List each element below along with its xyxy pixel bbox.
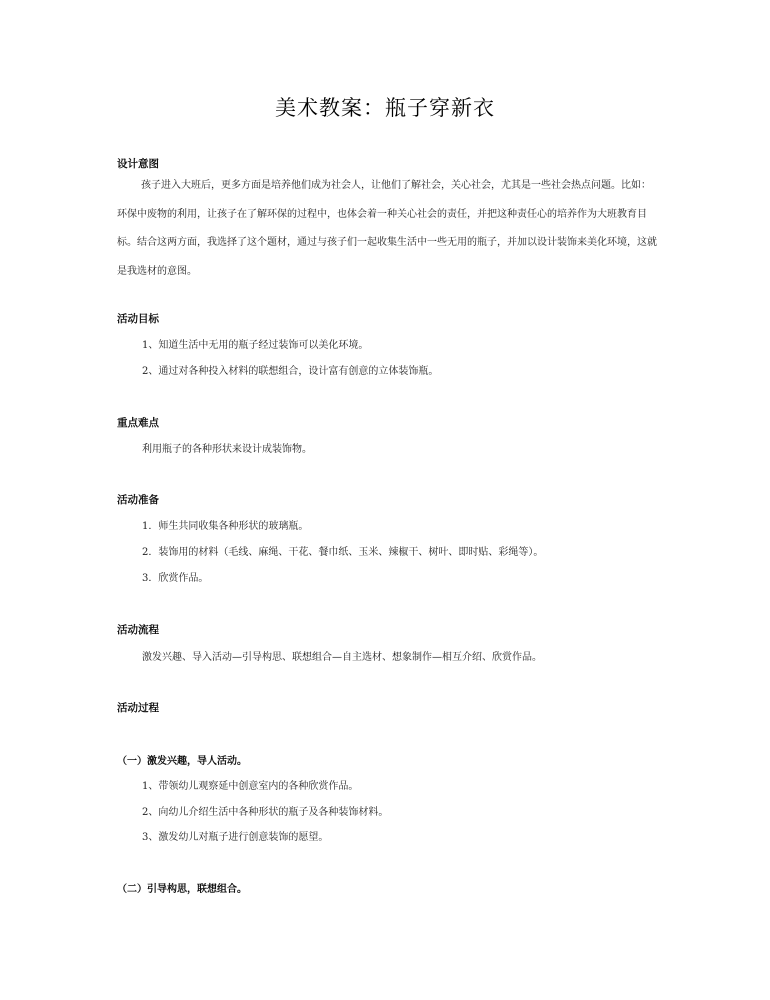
goal-item-2: 2、通过对各种投入材料的联想组合，设计富有创意的立体装饰瓶。 [142, 366, 439, 377]
heading-preparation: 活动准备 [117, 494, 159, 506]
goal-item-1: 1、知道生活中无用的瓶子经过装饰可以美化环境。 [142, 340, 369, 351]
heading-activity-process: 活动过程 [117, 702, 159, 714]
process-part-2-title: （二）引导构思，联想组合。 [117, 884, 247, 895]
process-part-1-item-2: 2、向幼儿介绍生活中各种形状的瓶子及各种装饰材料。 [142, 807, 389, 818]
heading-key-points: 重点难点 [117, 417, 159, 429]
key-points-text: 利用瓶子的各种形状来设计成装饰物。 [142, 444, 312, 455]
heading-activity-goals: 活动目标 [117, 313, 159, 325]
process-part-1-title: （一）激发兴趣，导人活动。 [117, 756, 247, 767]
document-title: 美术教案：瓶子穿新衣 [275, 96, 495, 120]
design-intent-paragraph: 孩子进入大班后，更多方面是培养他们成为社会人，让他们了解社会，关心社会，尤其是一些社会热点问题。比如：环保中废物的利用，让孩子在了解环保的过程中，也体会着一种关心社会的责任，并把这种责任心的培养作为大班教育目标。结合这两方面，我选择了这个题材，通过与孩子们一起收集生活中一些无用的瓶子，并加以设计装饰来美化环境，这就是我选材的意图。 [117, 180, 657, 278]
heading-design-intent: 设计意图 [117, 158, 159, 170]
heading-activity-flow: 活动流程 [117, 624, 159, 636]
process-part-1-item-1: 1、带领幼儿观察延中创意室内的各种欣赏作品。 [142, 781, 359, 792]
process-part-1-item-3: 3、激发幼儿对瓶子进行创意装饰的愿望。 [142, 832, 329, 843]
preparation-item-1: 1．师生共同收集各种形状的玻璃瓶。 [142, 521, 309, 532]
preparation-item-3: 3．欣赏作品。 [142, 573, 209, 584]
preparation-item-2: 2．装饰用的材料（毛线、麻绳、干花、餐巾纸、玉米、辣椒干、树叶、即时贴、彩绳等）。 [142, 547, 544, 558]
activity-flow-text: 激发兴趣、导入活动—引导构思、联想组合—自主选材、想象制作—相互介绍、欣赏作品。 [142, 652, 542, 663]
